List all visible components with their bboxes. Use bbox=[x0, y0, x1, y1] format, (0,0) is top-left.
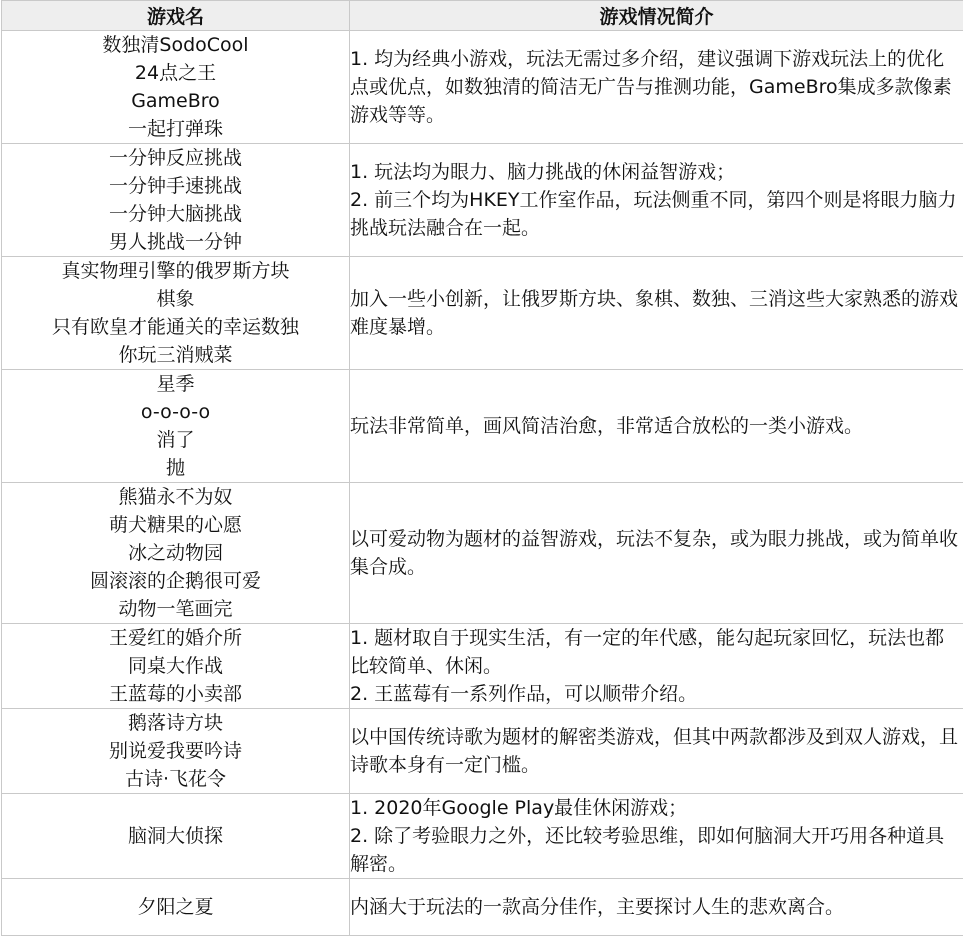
header-game-name: 游戏名 bbox=[2, 1, 350, 31]
game-name: 别说爱我要吟诗 bbox=[108, 740, 242, 762]
game-name: 抛 bbox=[165, 457, 185, 479]
description-line: 1. 2020年Google Play最佳休闲游戏； bbox=[350, 797, 688, 819]
game-names-cell bbox=[2, 257, 350, 370]
game-name: 圆滚滚的企鹅很可爱 bbox=[89, 570, 261, 592]
table-row bbox=[2, 794, 963, 879]
description-line: 玩法非常简单，画风简洁治愈，非常适合放松的一类小游戏。 bbox=[350, 415, 864, 437]
description-line: 加入一些小创新，让俄罗斯方块、象棋、数独、三消这些大家熟悉的游戏难度暴增。 bbox=[350, 288, 959, 338]
game-name: 王蓝莓的小卖部 bbox=[108, 683, 242, 705]
game-name: 熊猫永不为奴 bbox=[118, 486, 233, 508]
game-name: 一起打弹珠 bbox=[127, 118, 223, 140]
table-row bbox=[2, 709, 963, 794]
game-name: 消了 bbox=[156, 429, 195, 451]
game-name: 动物一笔画完 bbox=[118, 598, 233, 620]
table-row bbox=[2, 144, 963, 257]
game-name: 一分钟反应挑战 bbox=[108, 147, 242, 169]
description-line: 以可爱动物为题材的益智游戏，玩法不复杂，或为眼力挑战，或为简单收集合成。 bbox=[350, 528, 959, 578]
game-name: 棋象 bbox=[156, 288, 195, 310]
table-row bbox=[2, 257, 963, 370]
description-line: 1. 玩法均为眼力、脑力挑战的休闲益智游戏； bbox=[350, 161, 736, 183]
game-table bbox=[1, 0, 963, 936]
game-name: 只有欧皇才能通关的幸运数独 bbox=[51, 316, 299, 338]
description-line: 2. 除了考验眼力之外，还比较考验思维，即如何脑洞大开巧用各种道具解密。 bbox=[350, 825, 945, 875]
game-description-cell bbox=[350, 624, 963, 709]
game-names-cell bbox=[2, 624, 350, 709]
table-row bbox=[2, 879, 963, 936]
game-names-cell bbox=[2, 370, 350, 483]
description-line: 2. 王蓝莓有一系列作品，可以顺带介绍。 bbox=[350, 683, 698, 705]
table-row bbox=[2, 624, 963, 709]
game-name: 脑洞大侦探 bbox=[127, 825, 223, 847]
game-description-cell bbox=[350, 31, 963, 144]
game-names-cell bbox=[2, 31, 350, 144]
game-name: 星季 bbox=[156, 373, 195, 395]
description-line: 内涵大于玩法的一款高分佳作，主要探讨人生的悲欢离合。 bbox=[350, 896, 845, 918]
game-name: 冰之动物园 bbox=[127, 542, 223, 564]
table-row bbox=[2, 370, 963, 483]
game-description-cell bbox=[350, 144, 963, 257]
game-name: 鹅落诗方块 bbox=[127, 712, 223, 734]
game-description-cell bbox=[350, 794, 963, 879]
description-line: 1. 均为经典小游戏，玩法无需过多介绍，建议强调下游戏玩法上的优化点或优点，如数独清的简洁无广告与推测功能，GameBro集成多款像素游戏等等。 bbox=[350, 48, 952, 126]
game-description-cell bbox=[350, 370, 963, 483]
description-line: 1. 题材取自于现实生活，有一定的年代感，能勾起玩家回忆，玩法也都比较简单、休闲。 bbox=[350, 627, 945, 677]
game-name: 你玩三消贼菜 bbox=[118, 344, 233, 366]
game-name: o-o-o-o bbox=[140, 401, 211, 423]
game-name: 一分钟大脑挑战 bbox=[108, 203, 242, 225]
game-name: 24点之王 bbox=[134, 62, 217, 84]
game-name: 夕阳之夏 bbox=[137, 896, 214, 918]
game-name: GameBro bbox=[131, 90, 220, 112]
game-names-cell bbox=[2, 144, 350, 257]
game-name: 王爱红的婚介所 bbox=[108, 627, 242, 649]
game-description-cell bbox=[350, 257, 963, 370]
game-names-cell bbox=[2, 483, 350, 624]
game-description-cell bbox=[350, 483, 963, 624]
game-names-cell bbox=[2, 879, 350, 936]
game-name: 一分钟手速挑战 bbox=[108, 175, 242, 197]
game-names-cell bbox=[2, 709, 350, 794]
table-row bbox=[2, 483, 963, 624]
game-name: 男人挑战一分钟 bbox=[108, 231, 242, 253]
table-row bbox=[2, 31, 963, 144]
game-names-cell bbox=[2, 794, 350, 879]
game-description-cell bbox=[350, 879, 963, 936]
game-name: 古诗·飞花令 bbox=[124, 768, 227, 790]
description-line: 2. 前三个均为HKEY工作室作品，玩法侧重不同，第四个则是将眼力脑力挑战玩法融合在一起。 bbox=[350, 189, 957, 239]
description-line: 以中国传统诗歌为题材的解密类游戏，但其中两款都涉及到双人游戏，且诗歌本身有一定门槛。 bbox=[350, 726, 959, 776]
game-name: 萌犬糖果的心愿 bbox=[108, 514, 242, 536]
header-game-description: 游戏情况简介 bbox=[350, 1, 963, 31]
game-name: 数独清SodoCool bbox=[102, 34, 249, 56]
game-name: 真实物理引擎的俄罗斯方块 bbox=[61, 260, 290, 282]
table-body bbox=[2, 31, 963, 936]
game-name: 同桌大作战 bbox=[127, 655, 223, 677]
game-description-cell bbox=[350, 709, 963, 794]
header-row bbox=[2, 1, 963, 31]
